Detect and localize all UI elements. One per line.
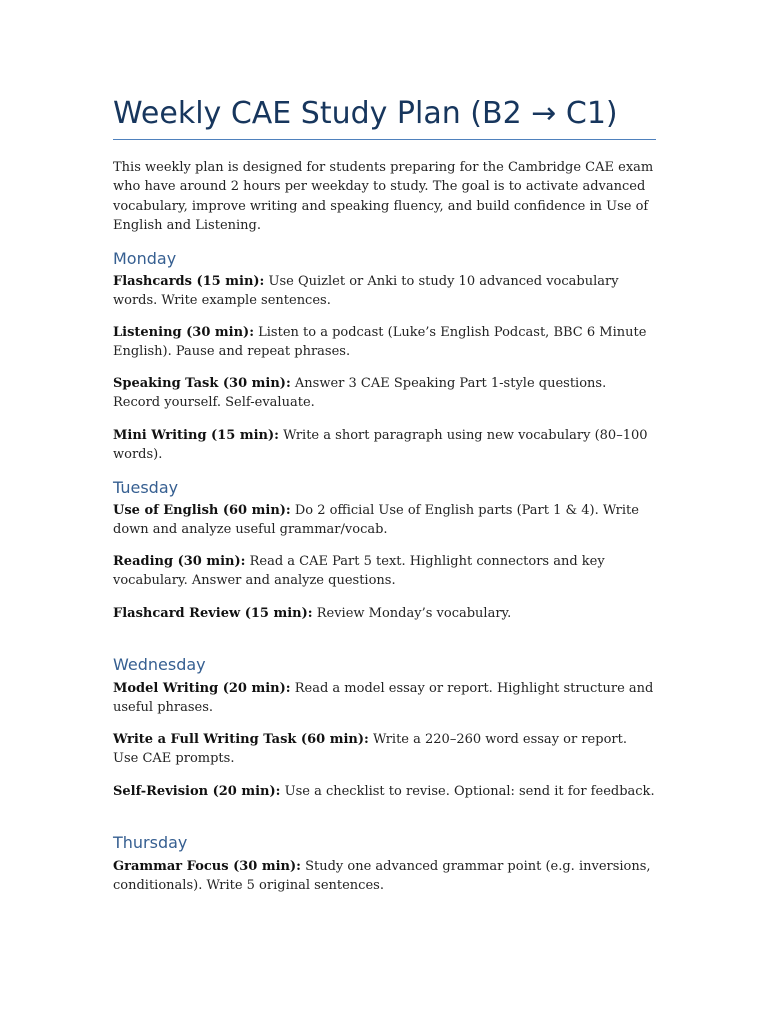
intro-paragraph: This weekly plan is designed for students preparing for the Cambridge CAE exam who have around 2 hours per weekday to study. The goal is to activate advanced vocabulary, improve writing and speaking fluency, and build confidence in Use of English and Listening. (113, 160, 654, 233)
day-heading-thursday: Thursday (113, 833, 188, 852)
day-heading-tuesday: Tuesday (113, 478, 179, 497)
task-item (113, 552, 656, 591)
task-item (113, 426, 656, 465)
task-label: Model Writing (20 min): (113, 681, 291, 696)
task-text: Read a CAE Part 5 text. Highlight connectors and key vocabulary. Answer and analyze questions. (113, 554, 605, 589)
task-text: Read a model essay or report. Highlight structure and useful phrases. (113, 681, 654, 716)
task-text: Review Monday’s vocabulary. (316, 606, 512, 621)
task-item (113, 604, 656, 623)
task-text: Do 2 official Use of English parts (Part 1 & 4). Write down and analyze useful grammar/vocab. (113, 503, 639, 538)
task-label: Reading (30 min): (113, 554, 246, 569)
task-label: Mini Writing (15 min): (113, 428, 279, 443)
task-text: Listen to a podcast (Luke’s English Podcast, BBC 6 Minute English). Pause and repeat phrases. (113, 325, 647, 360)
task-label: Flashcards (15 min): (113, 274, 265, 289)
title-underline (113, 139, 656, 140)
task-item (113, 501, 656, 540)
task-item (113, 272, 656, 311)
task-label: Speaking Task (30 min): (113, 376, 291, 391)
day-heading-wednesday: Wednesday (113, 655, 206, 674)
task-label: Use of English (60 min): (113, 503, 291, 518)
task-label: Listening (30 min): (113, 325, 254, 340)
task-item (113, 782, 656, 801)
task-item (113, 374, 656, 413)
task-text: Write a short paragraph using new vocabulary (80–100 words). (113, 428, 648, 463)
task-text: Write a 220–260 word essay or report. Use CAE prompts. (113, 732, 627, 767)
task-item (113, 730, 656, 769)
task-item (113, 679, 656, 718)
task-label: Write a Full Writing Task (60 min): (113, 732, 369, 747)
task-label: Flashcard Review (15 min): (113, 606, 313, 621)
task-text: Use Quizlet or Anki to study 10 advanced vocabulary words. Write example sentences. (113, 274, 619, 309)
task-label: Grammar Focus (30 min): (113, 859, 301, 874)
task-text: Use a checklist to revise. Optional: send it for feedback. (284, 784, 655, 799)
task-text: Study one advanced grammar point (e.g. inversions, conditionals). Write 5 original sentences. (113, 859, 651, 894)
day-heading-monday: Monday (113, 249, 177, 268)
document-title: Weekly CAE Study Plan (B2 → C1) (113, 96, 618, 131)
task-label: Self-Revision (20 min): (113, 784, 281, 799)
task-item (113, 857, 656, 896)
task-item (113, 323, 656, 362)
task-text: Answer 3 CAE Speaking Part 1-style questions. Record yourself. Self-evaluate. (113, 376, 607, 411)
